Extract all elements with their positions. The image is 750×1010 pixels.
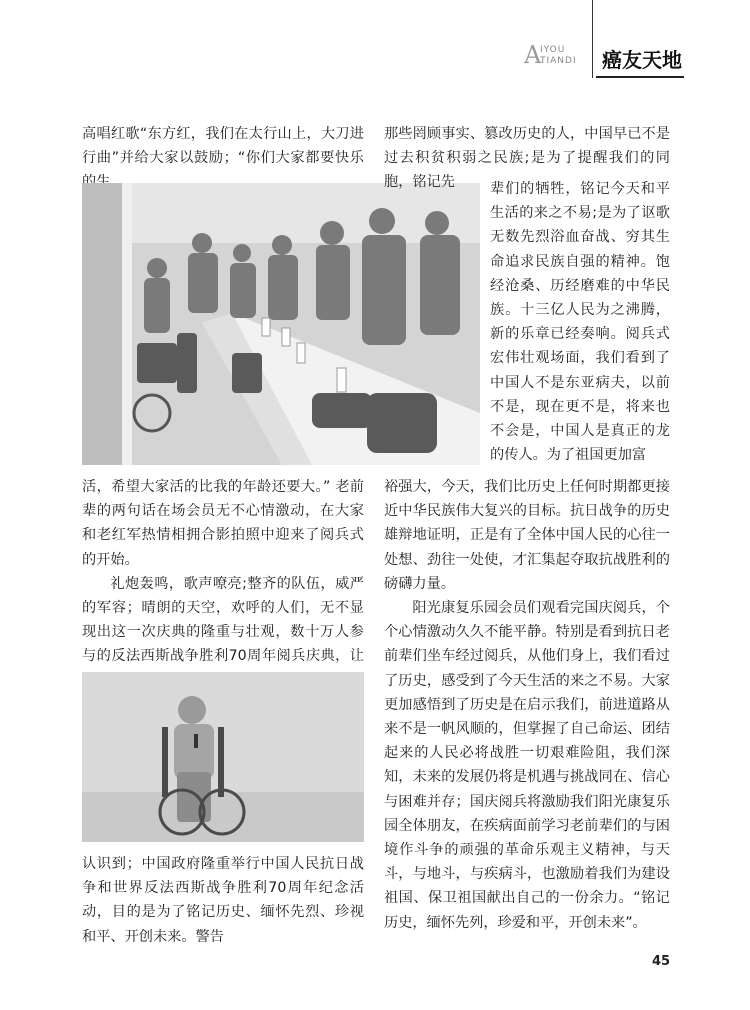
left-column-block3 [82, 852, 364, 949]
left-paragraph-3: 礼炮轰鸣，歌声嘹亮;整齐的队伍，威严的军容；晴朗的天空，欢呼的人们，无不显现出这一次庆典的隆重与壮观，数十万人参与的反法西斯战争胜利70周年阅兵庆典，让 [82, 575, 364, 665]
right-column-block2 [490, 177, 670, 467]
event-photo-veteran [82, 672, 364, 842]
header-vertical-rule [592, 0, 593, 78]
logo-text-line1: IYOU [540, 45, 566, 55]
right-paragraph-2: 阳光康复乐园会员们观看完国庆阅兵，个个心情激动久久不能平静。特别是看到抗日老前辈们坐车经过阅兵，从他们身上，我们看过了历史，感受到了今天生活的来之不易。大家更加感悟到了历史是在启示我们，前进道路从来不是一帆风顺的，但掌握了自己命运、团结起来的人民必将战胜一切艰难险阻，我们深知，未来的发展仍将是机遇与挑战同在、信心与困难并存；国庆阅兵将激励我们阳光康复乐园全体朋友，在疾病面前学习老前辈们的与困境作斗争的顽强的革命乐观主义精神，与天斗，与地斗，与疾病斗，也激励着我们为建设祖国、保卫祖国献出自己的一份余力。“铭记历史，缅怀先列，珍爱和平，开创未来”。 [384, 600, 670, 931]
section-title: 癌友天地 [602, 48, 682, 72]
left-paragraph-2: 活，希望大家活的比我的年龄还要大。” 老前辈的两句话在场会员无不心情激动，在大家和老红军热情相拥合影拍照中迎来了阅兵式的开始。 [82, 479, 364, 568]
page-number: 45 [652, 954, 671, 969]
right-paragraph-1-continued: 辈们的牺牲，铭记今天和平生活的来之不易;是为了讴歌无数先烈浴血奋战、穷其生命追求民族自强的精神。饱经沧桑、历经磨难的中华民族。十三亿人民为之沸腾，新的乐章已经奏响。阅兵式宏伟壮观场面，我们看到了中国人不是东亚病夫，以前不是，现在更不是，将来也不会是，中国人是真正的龙的传人。为了祖国更加富 [490, 181, 670, 464]
right-column-block3 [384, 475, 670, 935]
left-paragraph-1: 高唱红歌“东方红，我们在太行山上，大刀进行曲”并给大家以鼓励；“你们大家都要快乐 [82, 126, 364, 167]
right-paragraph-1-end: 裕强大，今天，我们比历史上任何时期都更接近中华民族伟大复兴的目标。抗日战争的历史雄辩地证明，正是有了全体中国人民的心往一处想、劲往一处使，才汇集起夺取抗战胜利的磅礴力量。 [384, 479, 670, 592]
veteran-photo-illustration [82, 672, 364, 842]
magazine-logo [524, 40, 588, 76]
left-paragraph-4: 认识到；中国政府隆重举行中国人民抗日战争和世界反法西斯战争胜利70周年纪念活动，目的是为了铭记历史、缅怀先烈、珍视和平、开创未来。警告 [82, 856, 364, 945]
logo-text-line2: TIANDI [540, 56, 577, 66]
group-photo-illustration [82, 183, 480, 465]
right-paragraph-1: 那些罔顾事实、篡改历史的人，中国早已不是过去积贫积弱之民族;是为了提醒我们的同胞，铭记先 [384, 126, 670, 191]
event-photo-group [82, 183, 480, 465]
header-underline [596, 76, 684, 78]
logo-letter: A [524, 41, 542, 69]
left-column-block2 [82, 475, 364, 693]
